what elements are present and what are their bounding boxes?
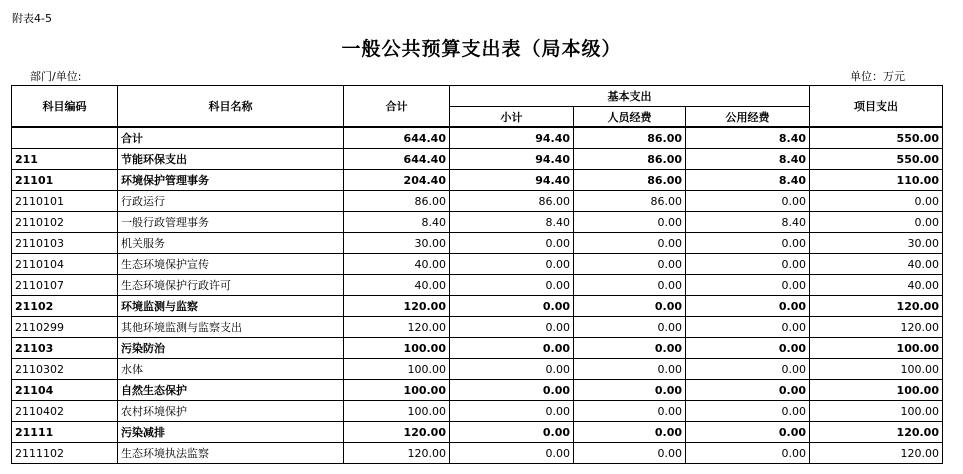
cell-personnel: 0.00 — [574, 212, 686, 233]
col-total-header: 合计 — [344, 86, 450, 128]
cell-public: 0.00 — [686, 233, 810, 254]
cell-personnel: 0.00 — [574, 233, 686, 254]
col-subtotal-header: 小计 — [450, 107, 574, 128]
cell-code: 211 — [12, 149, 118, 170]
cell-project: 120.00 — [810, 296, 943, 317]
table-row — [12, 191, 943, 212]
department-label: 部门/单位: — [30, 70, 82, 83]
cell-project: 550.00 — [810, 127, 943, 149]
unit-label: 单位：万元 — [850, 70, 905, 83]
cell-name: 合计 — [118, 127, 344, 149]
cell-personnel: 0.00 — [574, 401, 686, 422]
cell-code: 21111 — [12, 422, 118, 443]
cell-code: 21102 — [12, 296, 118, 317]
cell-public: 0.00 — [686, 401, 810, 422]
cell-public: 0.00 — [686, 254, 810, 275]
cell-public: 0.00 — [686, 317, 810, 338]
cell-total: 100.00 — [344, 401, 450, 422]
cell-code: 2110299 — [12, 317, 118, 338]
cell-public: 0.00 — [686, 443, 810, 464]
cell-public: 0.00 — [686, 422, 810, 443]
cell-total: 40.00 — [344, 275, 450, 296]
col-code-header: 科目编码 — [12, 86, 118, 128]
cell-subtotal: 0.00 — [450, 443, 574, 464]
cell-personnel: 86.00 — [574, 191, 686, 212]
cell-personnel: 0.00 — [574, 254, 686, 275]
table-row — [12, 443, 943, 464]
cell-personnel: 0.00 — [574, 443, 686, 464]
cell-public: 8.40 — [686, 127, 810, 149]
cell-code — [12, 127, 118, 149]
cell-public: 0.00 — [686, 338, 810, 359]
cell-subtotal: 0.00 — [450, 359, 574, 380]
cell-subtotal: 86.00 — [450, 191, 574, 212]
page-title: 一般公共预算支出表（局本级） — [341, 38, 622, 60]
cell-code: 2110302 — [12, 359, 118, 380]
cell-name: 污染防治 — [118, 338, 344, 359]
cell-total: 8.40 — [344, 212, 450, 233]
cell-project: 40.00 — [810, 254, 943, 275]
table-row — [12, 401, 943, 422]
cell-public: 8.40 — [686, 212, 810, 233]
cell-public: 0.00 — [686, 275, 810, 296]
table-row — [12, 380, 943, 401]
cell-name: 一般行政管理事务 — [118, 212, 344, 233]
cell-code: 2110103 — [12, 233, 118, 254]
cell-personnel: 86.00 — [574, 127, 686, 149]
cell-total: 644.40 — [344, 149, 450, 170]
cell-name: 行政运行 — [118, 191, 344, 212]
table-row — [12, 359, 943, 380]
cell-subtotal: 0.00 — [450, 422, 574, 443]
cell-name: 农村环境保护 — [118, 401, 344, 422]
table-row — [12, 422, 943, 443]
cell-subtotal: 0.00 — [450, 401, 574, 422]
cell-total: 100.00 — [344, 359, 450, 380]
table-row — [12, 275, 943, 296]
cell-subtotal: 94.40 — [450, 170, 574, 191]
cell-project: 550.00 — [810, 149, 943, 170]
cell-personnel: 0.00 — [574, 296, 686, 317]
budget-table — [11, 85, 943, 464]
cell-code: 2110402 — [12, 401, 118, 422]
cell-personnel: 0.00 — [574, 422, 686, 443]
cell-subtotal: 0.00 — [450, 380, 574, 401]
cell-personnel: 86.00 — [574, 170, 686, 191]
cell-name: 环境监测与监察 — [118, 296, 344, 317]
cell-name: 生态环境执法监察 — [118, 443, 344, 464]
cell-code: 21101 — [12, 170, 118, 191]
cell-public: 0.00 — [686, 296, 810, 317]
cell-subtotal: 94.40 — [450, 149, 574, 170]
cell-total: 100.00 — [344, 380, 450, 401]
col-name-header: 科目名称 — [118, 86, 344, 128]
cell-name: 机关服务 — [118, 233, 344, 254]
table-row — [12, 338, 943, 359]
col-project-header: 项目支出 — [810, 86, 943, 128]
cell-total: 100.00 — [344, 338, 450, 359]
cell-subtotal: 0.00 — [450, 254, 574, 275]
cell-public: 8.40 — [686, 149, 810, 170]
cell-subtotal: 0.00 — [450, 338, 574, 359]
cell-project: 100.00 — [810, 401, 943, 422]
cell-public: 0.00 — [686, 380, 810, 401]
table-row — [12, 170, 943, 191]
col-personnel-header: 人员经费 — [574, 107, 686, 128]
cell-subtotal: 94.40 — [450, 127, 574, 149]
cell-code: 21103 — [12, 338, 118, 359]
cell-personnel: 86.00 — [574, 149, 686, 170]
table-row — [12, 149, 943, 170]
cell-total: 40.00 — [344, 254, 450, 275]
cell-subtotal: 0.00 — [450, 296, 574, 317]
cell-code: 2111102 — [12, 443, 118, 464]
table-row — [12, 254, 943, 275]
table-row — [12, 317, 943, 338]
table-row — [12, 212, 943, 233]
table-row — [12, 296, 943, 317]
cell-project: 100.00 — [810, 338, 943, 359]
cell-project: 110.00 — [810, 170, 943, 191]
cell-total: 30.00 — [344, 233, 450, 254]
table-header — [12, 86, 943, 128]
cell-subtotal: 0.00 — [450, 275, 574, 296]
cell-public: 0.00 — [686, 359, 810, 380]
cell-name: 污染减排 — [118, 422, 344, 443]
cell-project: 40.00 — [810, 275, 943, 296]
appendix-label: 附表4-5 — [12, 12, 52, 25]
table-body — [12, 127, 943, 464]
cell-total: 120.00 — [344, 443, 450, 464]
cell-project: 30.00 — [810, 233, 943, 254]
cell-subtotal: 0.00 — [450, 317, 574, 338]
cell-project: 120.00 — [810, 317, 943, 338]
cell-name: 环境保护管理事务 — [118, 170, 344, 191]
cell-code: 2110101 — [12, 191, 118, 212]
cell-name: 生态环境保护行政许可 — [118, 275, 344, 296]
cell-public: 8.40 — [686, 170, 810, 191]
cell-total: 120.00 — [344, 422, 450, 443]
cell-subtotal: 0.00 — [450, 233, 574, 254]
col-public-header: 公用经费 — [686, 107, 810, 128]
cell-project: 0.00 — [810, 212, 943, 233]
table-row — [12, 233, 943, 254]
cell-personnel: 0.00 — [574, 338, 686, 359]
cell-code: 2110102 — [12, 212, 118, 233]
cell-name: 水体 — [118, 359, 344, 380]
cell-total: 86.00 — [344, 191, 450, 212]
cell-name: 节能环保支出 — [118, 149, 344, 170]
cell-code: 2110107 — [12, 275, 118, 296]
cell-subtotal: 8.40 — [450, 212, 574, 233]
cell-name: 生态环境保护宣传 — [118, 254, 344, 275]
cell-total: 120.00 — [344, 296, 450, 317]
cell-code: 2110104 — [12, 254, 118, 275]
table-row — [12, 127, 943, 149]
cell-personnel: 0.00 — [574, 359, 686, 380]
cell-public: 0.00 — [686, 191, 810, 212]
cell-name: 其他环境监测与监察支出 — [118, 317, 344, 338]
cell-total: 204.40 — [344, 170, 450, 191]
cell-project: 0.00 — [810, 191, 943, 212]
cell-personnel: 0.00 — [574, 380, 686, 401]
cell-code: 21104 — [12, 380, 118, 401]
cell-personnel: 0.00 — [574, 317, 686, 338]
cell-project: 120.00 — [810, 422, 943, 443]
col-basic-header: 基本支出 — [450, 86, 810, 107]
cell-project: 120.00 — [810, 443, 943, 464]
cell-total: 120.00 — [344, 317, 450, 338]
cell-project: 100.00 — [810, 380, 943, 401]
cell-personnel: 0.00 — [574, 275, 686, 296]
cell-name: 自然生态保护 — [118, 380, 344, 401]
cell-project: 100.00 — [810, 359, 943, 380]
cell-total: 644.40 — [344, 127, 450, 149]
